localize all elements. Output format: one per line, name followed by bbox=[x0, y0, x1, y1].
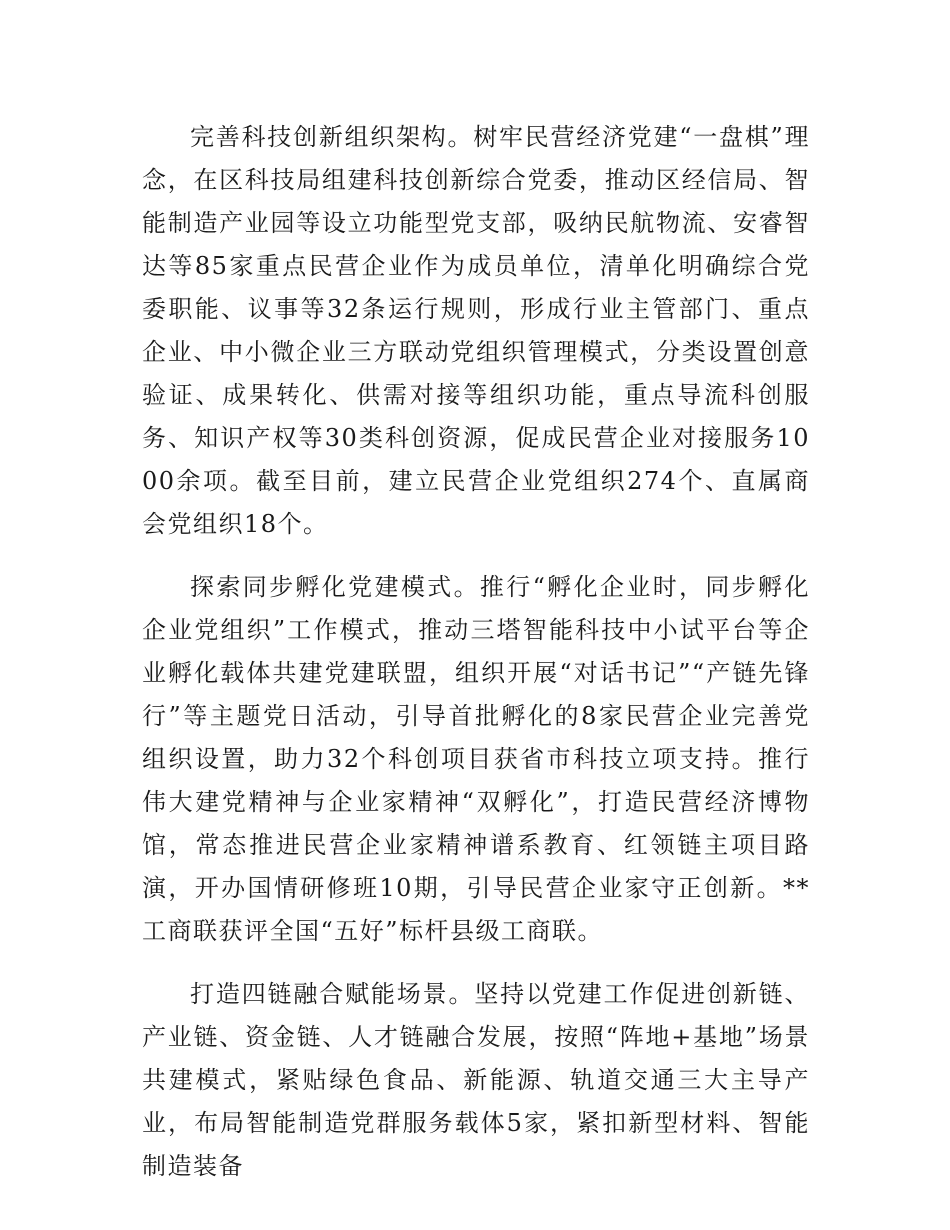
paragraph-tech-innovation-organization: 完善科技创新组织架构。树牢民营经济党建“一盘棋”理念，在区科技局组建科技创新综合党委，推动区经信局、智能制造产业园等设立功能型党支部，吸纳民航物流、安睿智达等85家重点民营企业作为成员单位，清单化明确综合党委职能、议事等32条运行规则，形成行业主管部门、重点企业、中小微企业三方联动党组织管理模式，分类设置创意验证、成果转化、供需对接等组织功能，重点导流科创服务、知识产权等30类科创资源，促成民营企业对接服务1000余项。截至目前，建立民营企业党组织274个、直属商会党组织18个。 bbox=[142, 123, 810, 538]
paragraph-four-chain-integration: 打造四链融合赋能场景。坚持以党建工作促进创新链、产业链、资金链、人才链融合发展，按照“阵地+基地”场景共建模式，紧贴绿色食品、新能源、轨道交通三大主导产业，布局智能制造党群服务载体5家，紧扣新型材料、智能制造装备 bbox=[142, 980, 810, 1180]
document-body bbox=[142, 116, 810, 1208]
paragraph-incubation-party-building: 探索同步孵化党建模式。推行“孵化企业时，同步孵化企业党组织”工作模式，推动三塔智能科技中小试平台等企业孵化载体共建党建联盟，组织开展“对话书记”“产链先锋行”等主题党日活动，引导首批孵化的8家民营企业完善党组织设置，助力32个科创项目获省市科技立项支持。推行伟大建党精神与企业家精神“双孵化”，打造民营经济博物馆，常态推进民营企业家精神谱系教育、红领链主项目路演，开办国情研修班10期，引导民营企业家守正创新。**工商联获评全国“五好”标杆县级工商联。 bbox=[142, 573, 810, 945]
